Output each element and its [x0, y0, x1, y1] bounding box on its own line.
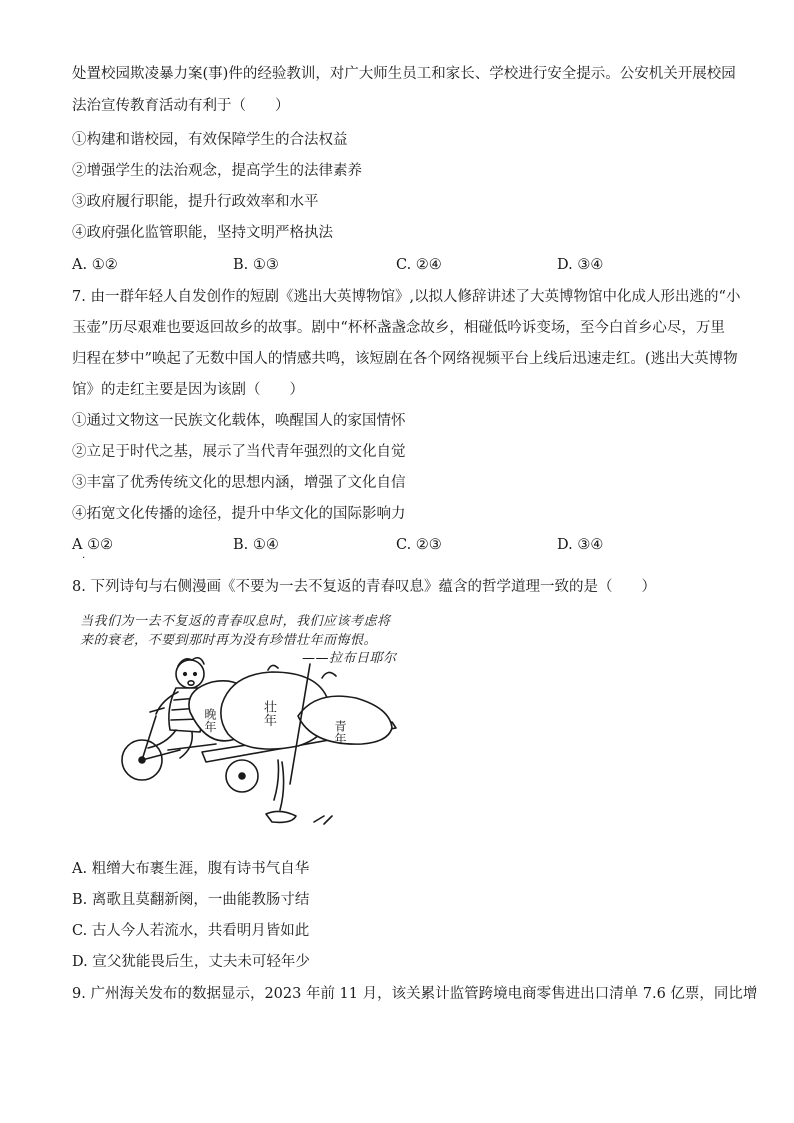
q6-option-d[interactable]: D. ③④	[557, 257, 604, 273]
cartoon-illustration	[72, 604, 402, 844]
q8-option-c[interactable]: C. 古人今人若流水，共看明月皆如此	[72, 923, 310, 939]
bag-label-youth: 青年	[333, 720, 347, 745]
cartoon-caption-line-1: 当我们为一去不复返的青春叹息时，我们应该考虑将	[80, 614, 391, 629]
q7-option-d[interactable]: D. ③④	[557, 537, 604, 553]
q6-statement-3: ③政府履行职能，提升行政效率和水平	[72, 194, 319, 210]
q7-statement-2: ②立足于时代之基，展示了当代青年强烈的文化自觉	[72, 444, 406, 460]
bag-label-old-age: 晚年	[203, 708, 217, 733]
rider-head	[176, 660, 204, 688]
q6-statement-4: ④政府强化监管职能，坚持文明严格执法	[72, 225, 333, 241]
q7-stem-line-2: 玉壶”历尽艰难也要返回故乡的故事。剧中“杯杯盏盏念故乡，相碰低吟诉变场，至今白首乡心尽，万里	[72, 320, 725, 336]
q7-statement-3: ③丰富了优秀传统文化的思想内涵，增强了文化自信	[72, 475, 406, 491]
q7-stem-line-3: 归程在梦中”唤起了无数中国人的情感共鸣，该短剧在各个网络视频平台上线后迅速走红。(逃出大英博物	[72, 351, 738, 367]
cartoon-caption-author: ——拉布日耶尔	[302, 651, 397, 666]
q6-option-a[interactable]: A. ①②	[72, 257, 118, 273]
q6-option-c[interactable]: C. ②④	[396, 257, 442, 273]
bag-label-prime: 壮年	[261, 700, 276, 727]
q6-stem-line-2: 法治宣传教育活动有利于（ ）	[72, 98, 290, 114]
q8-stem: 8. 下列诗句与右侧漫画《不要为一去不复返的青春叹息》蕴含的哲学道理一致的是（ ）	[72, 579, 656, 595]
q6-statement-2: ②增强学生的法治观念，提高学生的法律素养	[72, 163, 362, 179]
q9-stem-line-1: 9. 广州海关发布的数据显示，2023 年前 11 月，该关累计监管跨境电商零售进出口清单 7.6 亿票，同比增	[72, 986, 758, 1002]
stray-dot: ·	[82, 553, 86, 564]
q7-stem-line-1: 7. 由一群年轻人自发创作的短剧《逃出大英博物馆》,以拟人修辞讲述了大英博物馆中化成人形出逃的“小	[72, 289, 741, 305]
leak-puddle	[266, 811, 296, 822]
q7-option-c[interactable]: C. ②③	[396, 537, 442, 553]
q7-statement-1: ①通过文物这一民族文化载体，唤醒国人的家国情怀	[72, 413, 406, 429]
cartoon-drawing	[72, 604, 402, 844]
leak-stream	[274, 760, 284, 810]
q7-option-b[interactable]: B. ①④	[233, 537, 279, 553]
q7-stem-line-4: 馆》的走红主要是因为该剧（ ）	[72, 382, 304, 398]
q6-stem-line-1: 处置校园欺凌暴力案(事)件的经验教训，对广大师生员工和家长、学校进行安全提示。公安机关开展校园	[72, 66, 736, 82]
cartoon-caption-line-2: 来的衰老，不要到那时再为没有珍惜壮年而悔恨。	[80, 633, 378, 648]
q8-option-b[interactable]: B. 离歌且莫翻新阕，一曲能教肠寸结	[72, 892, 310, 908]
q7-option-a[interactable]: A ①②	[72, 537, 114, 553]
q6-statement-1: ①构建和谐校园，有效保障学生的合法权益	[72, 132, 348, 148]
q7-statement-4: ④拓宽文化传播的途径，提升中华文化的国际影响力	[72, 506, 406, 522]
q8-option-a[interactable]: A. 粗缯大布裹生涯，腹有诗书气自华	[72, 861, 310, 877]
q6-option-b[interactable]: B. ①③	[233, 257, 279, 273]
q8-option-d[interactable]: D. 宣父犹能畏后生，丈夫未可轻年少	[72, 954, 310, 970]
